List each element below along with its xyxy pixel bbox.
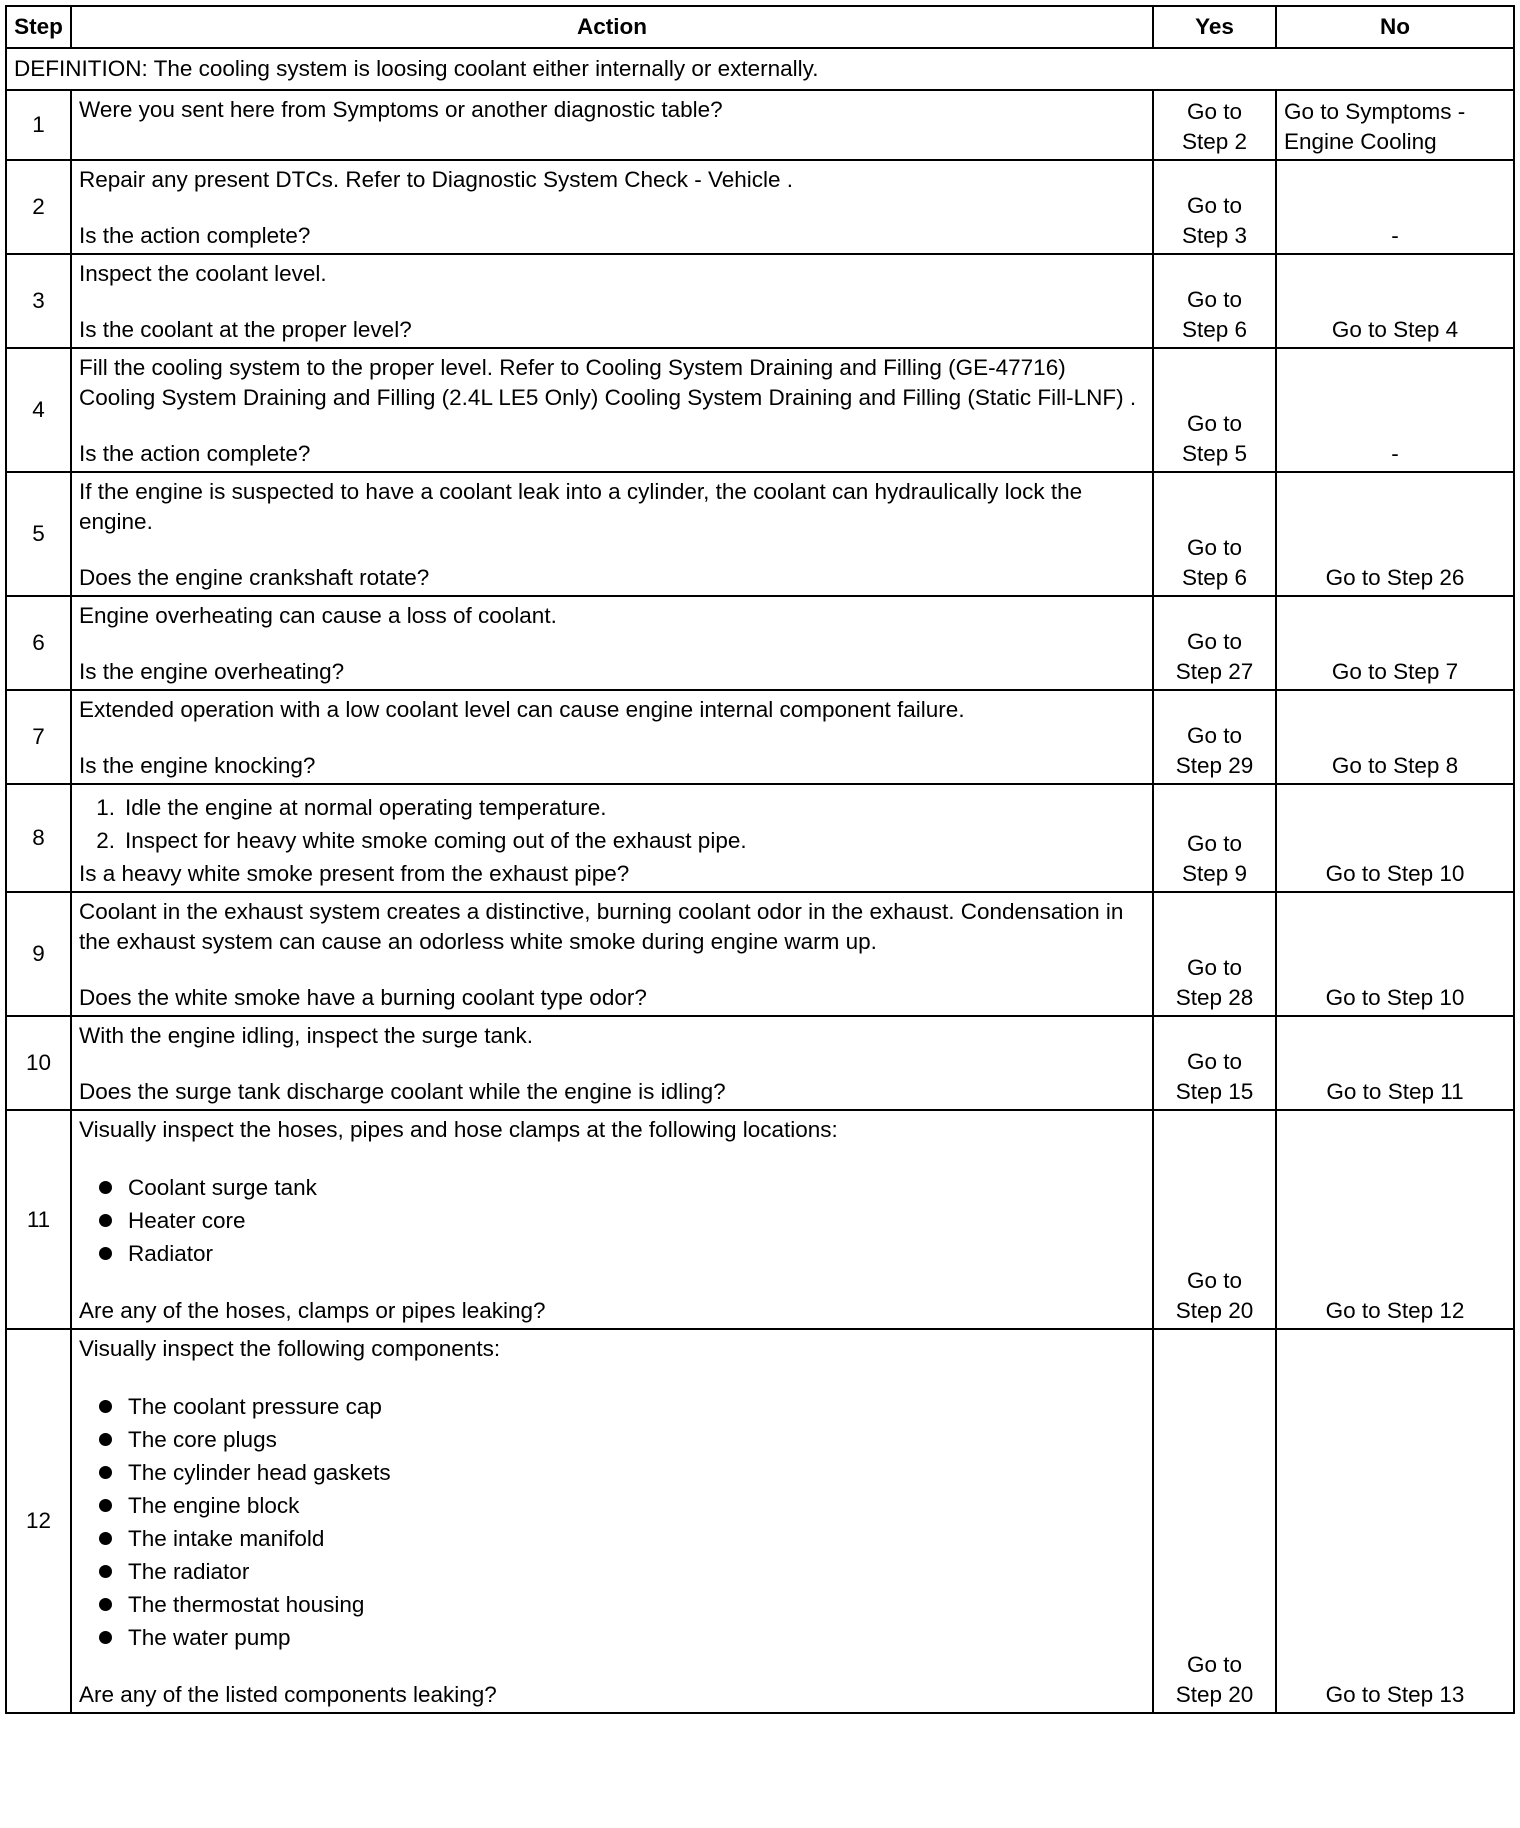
spacer [79, 537, 1145, 563]
yes-link[interactable]: Go to Step 3 [1181, 193, 1248, 248]
yes-link[interactable]: Go to Step 5 [1181, 411, 1248, 466]
action-cell [71, 472, 1153, 596]
no-cell [1276, 690, 1514, 784]
definition-row [6, 48, 1514, 90]
table-row [6, 1110, 1514, 1329]
no-link[interactable]: Go to Step 4 [1331, 317, 1459, 342]
action-text: Engine overheating can cause a loss of coolant. [79, 603, 557, 628]
no-cell [1276, 1016, 1514, 1110]
numbered-list [79, 791, 1145, 857]
action-question: Is the action complete? [79, 441, 311, 466]
list-item [79, 824, 1145, 857]
yes-link[interactable]: Go to Step 28 [1175, 955, 1254, 1010]
spacer [79, 957, 1145, 983]
action-cell [71, 1016, 1153, 1110]
spacer [79, 1145, 1145, 1171]
yes-link[interactable]: Go to Step 6 [1181, 287, 1248, 342]
step-number: 8 [6, 784, 71, 892]
yes-cell [1153, 90, 1276, 160]
yes-cell [1153, 472, 1276, 596]
action-text: Repair any present DTCs. Refer to Diagnostic System Check - Vehicle . [79, 167, 794, 192]
action-question: Is the action complete? [79, 223, 311, 248]
action-cell [71, 596, 1153, 690]
list-item [79, 1588, 1145, 1621]
table-row [6, 90, 1514, 160]
bullet-icon [99, 1631, 112, 1644]
yes-link[interactable]: Go to Step 9 [1181, 831, 1248, 886]
action-cell [71, 1110, 1153, 1329]
spacer [79, 1270, 1145, 1296]
action-question: Are any of the hoses, clamps or pipes leaking? [79, 1298, 546, 1323]
list-item-text: Heater core [128, 1208, 246, 1233]
header-yes: Yes [1153, 6, 1276, 48]
step-number: 11 [6, 1110, 71, 1329]
spacer [79, 725, 1145, 751]
action-cell [71, 160, 1153, 254]
list-item [79, 1621, 1145, 1654]
action-cell [71, 254, 1153, 348]
yes-cell [1153, 892, 1276, 1016]
list-item [79, 1456, 1145, 1489]
bullet-list [79, 1171, 1145, 1270]
list-item-text: Radiator [128, 1241, 214, 1266]
no-link[interactable]: Go to Step 10 [1325, 861, 1465, 886]
bullet-icon [99, 1214, 112, 1227]
yes-cell [1153, 348, 1276, 472]
no-link[interactable]: Go to Step 7 [1331, 659, 1459, 684]
action-cell [71, 1329, 1153, 1713]
no-link[interactable]: Go to Step 10 [1325, 985, 1465, 1010]
no-link[interactable]: Go to Step 8 [1331, 753, 1459, 778]
table-row [6, 1016, 1514, 1110]
action-question: Does the white smoke have a burning coolant type odor? [79, 985, 647, 1010]
list-item [79, 1237, 1145, 1270]
no-cell [1276, 596, 1514, 690]
yes-cell [1153, 690, 1276, 784]
table-row [6, 1329, 1514, 1713]
step-number: 12 [6, 1329, 71, 1713]
yes-cell [1153, 1016, 1276, 1110]
action-question: Is the engine overheating? [79, 659, 345, 684]
action-cell [71, 784, 1153, 892]
yes-cell [1153, 254, 1276, 348]
action-text: Visually inspect the hoses, pipes and hose clamps at the following locations: [79, 1117, 838, 1142]
step-number: 4 [6, 348, 71, 472]
bullet-icon [99, 1433, 112, 1446]
no-cell [1276, 90, 1514, 160]
action-question: Is the engine knocking? [79, 753, 316, 778]
step-number: 3 [6, 254, 71, 348]
action-question: Does the surge tank discharge coolant while the engine is idling? [79, 1079, 726, 1104]
header-action: Action [71, 6, 1153, 48]
bullet-list [79, 1390, 1145, 1654]
action-question: Are any of the listed components leaking? [79, 1682, 497, 1707]
bullet-icon [99, 1247, 112, 1260]
step-number: 6 [6, 596, 71, 690]
step-number: 10 [6, 1016, 71, 1110]
list-item [79, 1489, 1145, 1522]
no-cell [1276, 1110, 1514, 1329]
yes-cell [1153, 1110, 1276, 1329]
no-link[interactable]: Go to Step 26 [1325, 565, 1465, 590]
action-question: Does the engine crankshaft rotate? [79, 565, 430, 590]
step-number: 5 [6, 472, 71, 596]
action-text: Coolant in the exhaust system creates a distinctive, burning coolant odor in the exhaust. Condensation in the exhaust system can cause an odorless white smoke during engine warm up. [79, 899, 1124, 954]
step-number: 9 [6, 892, 71, 1016]
table-row [6, 892, 1514, 1016]
list-item [79, 1555, 1145, 1588]
spacer [79, 631, 1145, 657]
action-text: Inspect the coolant level. [79, 261, 327, 286]
action-cell [71, 690, 1153, 784]
list-item [79, 1423, 1145, 1456]
action-text: With the engine idling, inspect the surge tank. [79, 1023, 534, 1048]
bullet-icon [99, 1499, 112, 1512]
yes-cell [1153, 596, 1276, 690]
table-row [6, 160, 1514, 254]
action-text: If the engine is suspected to have a coolant leak into a cylinder, the coolant can hydraulically lock the engine. [79, 479, 1083, 534]
header-row [6, 6, 1514, 48]
yes-link[interactable]: Go to Step 2 [1181, 99, 1248, 154]
bullet-icon [99, 1466, 112, 1479]
list-item-text: The engine block [128, 1493, 300, 1518]
no-link[interactable]: Go to Symptoms - Engine Cooling [1284, 99, 1466, 154]
list-number: 1. [96, 795, 115, 820]
list-item-text: The cylinder head gaskets [128, 1460, 391, 1485]
yes-link[interactable]: Go to Step 6 [1181, 535, 1248, 590]
no-cell [1276, 1329, 1514, 1713]
yes-link[interactable]: Go to Step 20 [1175, 1652, 1254, 1707]
yes-link[interactable]: Go to Step 29 [1175, 723, 1254, 778]
list-item-text: Idle the engine at normal operating temperature. [125, 795, 607, 820]
no-cell [1276, 254, 1514, 348]
diagnostic-table [5, 5, 1515, 1714]
header-step: Step [6, 6, 71, 48]
no-cell [1276, 348, 1514, 472]
table-row [6, 348, 1514, 472]
table-row [6, 254, 1514, 348]
action-cell [71, 90, 1153, 160]
spacer [79, 413, 1145, 439]
yes-link[interactable]: Go to Step 27 [1175, 629, 1254, 684]
no-cell [1276, 160, 1514, 254]
spacer [79, 1051, 1145, 1077]
yes-cell [1153, 160, 1276, 254]
action-text: Visually inspect the following components: [79, 1336, 501, 1361]
action-cell [71, 892, 1153, 1016]
no-link: - [1391, 223, 1399, 248]
list-item-text: The core plugs [128, 1427, 277, 1452]
list-item-text: The coolant pressure cap [128, 1394, 382, 1419]
no-link[interactable]: Go to Step 13 [1325, 1682, 1465, 1707]
spacer [79, 289, 1145, 315]
list-item-text: The radiator [128, 1559, 250, 1584]
list-item [79, 1390, 1145, 1423]
list-item [79, 791, 1145, 824]
list-number: 2. [96, 828, 115, 853]
list-item [79, 1171, 1145, 1204]
step-number: 7 [6, 690, 71, 784]
table-row [6, 784, 1514, 892]
table-row [6, 472, 1514, 596]
list-item [79, 1522, 1145, 1555]
bullet-icon [99, 1565, 112, 1578]
list-item-text: Coolant surge tank [128, 1175, 317, 1200]
no-link[interactable]: Go to Step 11 [1326, 1079, 1464, 1104]
no-cell [1276, 784, 1514, 892]
yes-link[interactable]: Go to Step 15 [1175, 1049, 1254, 1104]
header-no: No [1276, 6, 1514, 48]
table-row [6, 690, 1514, 784]
no-cell [1276, 892, 1514, 1016]
diagnostic-page [5, 5, 1513, 1714]
list-item-text: The thermostat housing [128, 1592, 365, 1617]
step-number: 1 [6, 90, 71, 160]
list-item [79, 1204, 1145, 1237]
action-question: Is a heavy white smoke present from the exhaust pipe? [79, 861, 630, 886]
list-item-text: The water pump [128, 1625, 291, 1650]
yes-cell [1153, 784, 1276, 892]
spacer [79, 195, 1145, 221]
step-number: 2 [6, 160, 71, 254]
table-row [6, 596, 1514, 690]
action-text: Extended operation with a low coolant level can cause engine internal component failure. [79, 697, 965, 722]
no-cell [1276, 472, 1514, 596]
action-text: Were you sent here from Symptoms or another diagnostic table? [79, 97, 723, 122]
bullet-icon [99, 1598, 112, 1611]
spacer [79, 1364, 1145, 1390]
list-item-text: The intake manifold [128, 1526, 325, 1551]
bullet-icon [99, 1532, 112, 1545]
definition-text: DEFINITION: The cooling system is loosing coolant either internally or externally. [6, 48, 1514, 90]
bullet-icon [99, 1181, 112, 1194]
no-link: - [1391, 441, 1399, 466]
yes-cell [1153, 1329, 1276, 1713]
no-link[interactable]: Go to Step 12 [1325, 1298, 1465, 1323]
list-item-text: Inspect for heavy white smoke coming out of the exhaust pipe. [125, 828, 747, 853]
action-question: Is the coolant at the proper level? [79, 317, 412, 342]
bullet-icon [99, 1400, 112, 1413]
action-text: Fill the cooling system to the proper level. Refer to Cooling System Draining and Filling (GE-47716) Cooling System Draining and Filling (2.4L LE5 Only) Cooling System Draining and Filling (Static Fill-LNF) . [79, 355, 1137, 410]
spacer [79, 1654, 1145, 1680]
action-cell [71, 348, 1153, 472]
yes-link[interactable]: Go to Step 20 [1175, 1268, 1254, 1323]
